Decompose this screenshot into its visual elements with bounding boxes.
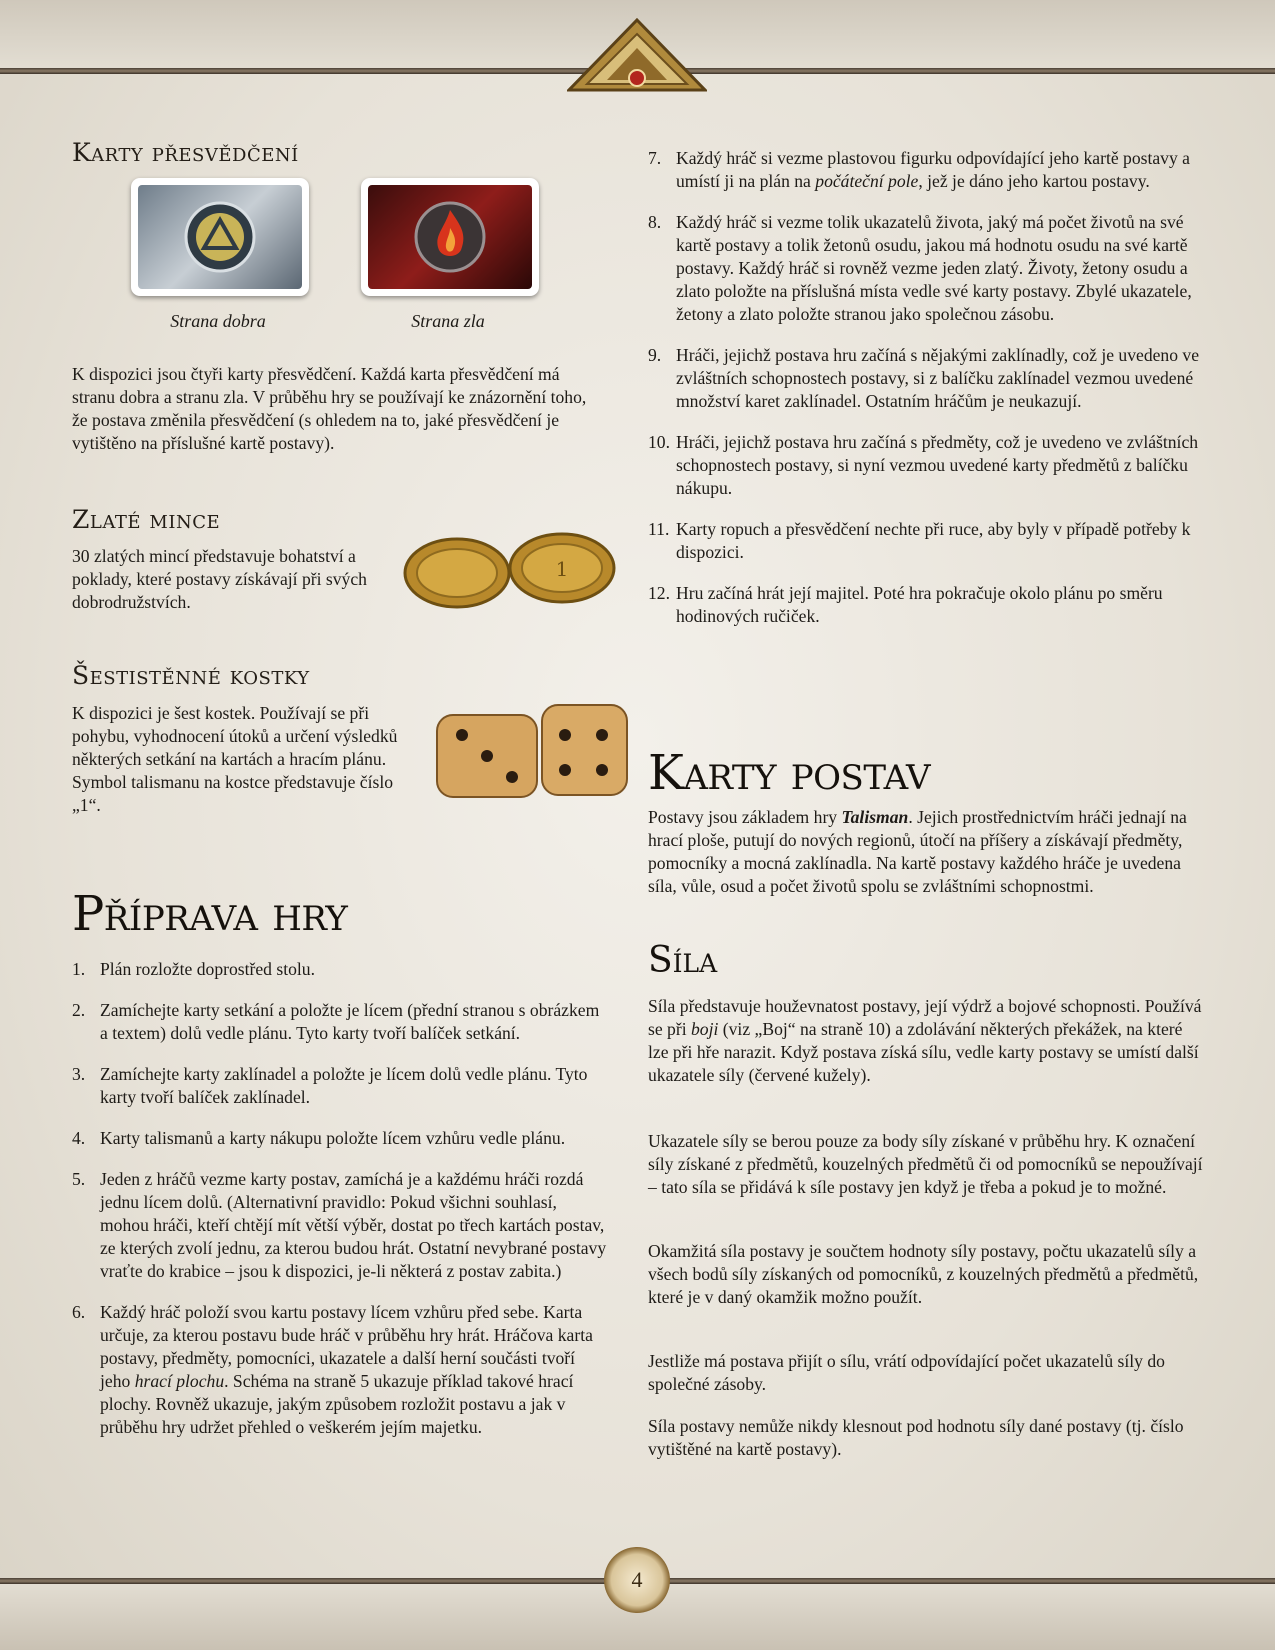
triangle-emblem-icon <box>567 18 707 93</box>
flame-symbol-icon <box>361 178 539 296</box>
caption-good: Strana dobra <box>170 311 266 331</box>
step-text: Zamíchejte karty setkání a položte je lícem (přední stranou s obrázkem a textem) dolů vedle plánu. Tyto karty tvoří balíček setkání. <box>100 1000 600 1043</box>
triangle-symbol-icon <box>131 178 309 296</box>
strength-emphasis: boji <box>691 1019 719 1039</box>
strength-p3: Okamžitá síla postavy je součtem hodnoty síly postavy, počtu ukazatelů síly a všech bodů síly získaných od pomocníků, z kouzelných předmětů a předmětů, které je v daný okamžik možno použít. <box>648 1241 1199 1307</box>
alignment-card-good <box>131 178 309 296</box>
setup-step <box>72 1301 607 1439</box>
step-text: , jež je dáno jeho kartou postavy. <box>918 171 1150 191</box>
page-number: 4 <box>604 1547 670 1613</box>
strength-text: Síla představuje houževnatost postavy, její výdrž a bojové schopnosti. Používá se při <box>648 996 1202 1039</box>
step-number: 11. <box>648 519 670 539</box>
step-emphasis: počáteční pole <box>815 171 919 191</box>
step-number: 6. <box>72 1302 86 1322</box>
setup-step <box>648 518 1203 564</box>
step-text: Každý hráč si vezme tolik ukazatelů života, jaký má počet životů na své kartě postavy a tolik žetonů osudu, jakou má hodnotu osudu na své kartě postavy. Každý hráč si rovněž vezme jeden zlatý. Životy, žetony osudu a zlato položte na příslušná místa vedle své karty postavy. Zbylé ukazatele, žetony a zlato položte stranou jako společnou zásobu. <box>676 212 1192 324</box>
setup-steps-left <box>72 958 607 1457</box>
step-text: Hráči, jejichž postava hru začíná s nějakými zaklínadly, což je uvedeno ve zvláštních schopnostech postavy, si z balíčku zaklínadel vezmou uvedené množství karet zaklínadel. Ostatním hráčům je neukazují. <box>676 345 1200 411</box>
strength-p4: Jestliže má postava přijít o sílu, vrátí odpovídající počet ukazatelů síly do společné zásoby. <box>648 1351 1165 1394</box>
gold-coins-icon <box>400 528 620 613</box>
step-emphasis: hrací plochu <box>134 1371 225 1391</box>
strength-heading: Síla <box>648 940 718 981</box>
step-number: 10. <box>648 432 670 452</box>
step-text: Plán rozložte doprostřed stolu. <box>100 959 315 979</box>
setup-step <box>648 344 1203 413</box>
setup-step <box>648 582 1203 628</box>
intro-text: Postavy jsou základem hry <box>648 807 842 827</box>
coins-text: 30 zlatých mincí představuje bohatství a poklady, které postavy získávají při svých dobrodružstvích. <box>72 546 367 612</box>
step-text: Hráči, jejichž postava hru začíná s předměty, což je uvedeno ve zvláštních schopnostech postavy, si nyní vezmou uvedené karty předmětů z balíčku nákupu. <box>676 432 1199 498</box>
setup-step <box>72 1063 607 1109</box>
step-text: Jeden z hráčů vezme karty postav, zamíchá je a každému hráči rozdá jednu lícem dolů. (Alternativní pravidlo: Pokud všichni souhlasí, mohou hráči, kteří chtějí mít větší výběr, dostat po třech kartách postav, ze kterých zvolí jednu, za kterou budou hrát. Ostatní nevybrané postavy vraťte do krabice – jsou k dispozici, je-li některá z postav zabita.) <box>100 1169 607 1281</box>
step-text: Karty ropuch a přesvědčení nechte při ruce, aby byly v případě potřeby k dispozici. <box>676 519 1191 562</box>
setup-step <box>72 999 607 1045</box>
dice-heading: Šestistěnné kostky <box>72 661 310 690</box>
alignment-heading: Karty přesvědčení <box>72 138 299 167</box>
setup-heading: Příprava hry <box>72 886 348 942</box>
intro-text: . Jejich prostřednictvím hráči jednají na hrací ploše, putují do nových regionů, útočí na příšery a získávají předměty, pomocníky a mocná zaklínadla. Na kartě postavy každého hráče je uvedena síla, vůle, osud a počet životů spolu se zvláštními schopnostmi. <box>648 807 1187 896</box>
setup-step <box>72 1127 607 1150</box>
setup-step <box>72 1168 607 1283</box>
step-number: 12. <box>648 583 670 603</box>
setup-step <box>72 958 607 981</box>
step-number: 2. <box>72 1000 86 1020</box>
dice-text: K dispozici je šest kostek. Používají se při pohybu, vyhodnocení útoků a určení výsledků některých setkání na kartách a hracím plánu. Symbol talismanu na kostce představuje číslo „1“. <box>72 703 398 815</box>
dice-icon <box>432 700 632 800</box>
step-number: 9. <box>648 345 662 365</box>
setup-steps-right <box>648 147 1203 646</box>
step-number: 4. <box>72 1128 86 1148</box>
svg-text:1: 1 <box>555 557 569 581</box>
step-text: Zamíchejte karty zaklínadel a položte je lícem dolů vedle plánu. Tyto karty tvoří balíček zaklínadel. <box>100 1064 588 1107</box>
strength-p1 <box>648 995 1203 1087</box>
setup-step <box>648 431 1203 500</box>
alignment-card-evil <box>361 178 539 296</box>
step-number: 1. <box>72 959 86 979</box>
step-text: Každý hráč položí svou kartu postavy lícem vzhůru před sebe. Karta určuje, za kterou postavu bude hráč v průběhu hry hrát. Hráčova karta postavy, předměty, pomocníci, ukazatele a další herní součásti tvoří jeho <box>100 1302 593 1391</box>
step-text: . Schéma na straně 5 ukazuje příklad takové hrací plochy. Rovněž ukazuje, jakým způsobem rozložit postavu a jak v průběhu hry udržet přehled o veškerém jejím majetku. <box>100 1371 574 1437</box>
step-text: Každý hráč si vezme plastovou figurku odpovídající jeho kartě postavy a umístí ji na plán na <box>676 148 1190 191</box>
game-title: Talisman <box>841 807 909 827</box>
strength-text: (viz „Boj“ na straně 10) a zdolávání některých překážek, na které lze při hře narazit. Když postava získá sílu, vedle karty postavy se umístí další ukazatele síly (červené kužely). <box>648 1019 1199 1085</box>
step-number: 3. <box>72 1064 86 1084</box>
step-number: 5. <box>72 1169 86 1189</box>
setup-step <box>648 211 1203 326</box>
characters-heading: Karty postav <box>648 745 931 801</box>
step-text: Karty talismanů a karty nákupu položte lícem vzhůru vedle plánu. <box>100 1128 566 1148</box>
step-number: 7. <box>648 148 662 168</box>
setup-step <box>648 147 1203 193</box>
strength-p5: Síla postavy nemůže nikdy klesnout pod hodnotu síly dané postavy (tj. číslo vytištěné na kartě postavy). <box>648 1416 1184 1459</box>
coins-heading: Zlaté mince <box>72 505 221 534</box>
strength-p2: Ukazatele síly se berou pouze za body síly získané v průběhu hry. K označení síly získané z předmětů, kouzelných předmětů či od pomocníků se nepoužívají – tato síla se přidává k síle postavy jen když je třeba a pokud je to možné. <box>648 1131 1203 1197</box>
caption-evil: Strana zla <box>411 311 485 331</box>
characters-intro <box>648 806 1203 898</box>
step-text: Hru začíná hrát její majitel. Poté hra pokračuje okolo plánu po směru hodinových ručiček. <box>676 583 1163 626</box>
step-number: 8. <box>648 212 662 232</box>
alignment-text: K dispozici jsou čtyři karty přesvědčení. Každá karta přesvědčení má stranu dobra a stranu zla. V průběhu hry se používají ke znázornění toho, že postava změnila přesvědčení (s ohledem na to, jaké přesvědčení je vytištěno na příslušné kartě postavy). <box>72 364 587 453</box>
